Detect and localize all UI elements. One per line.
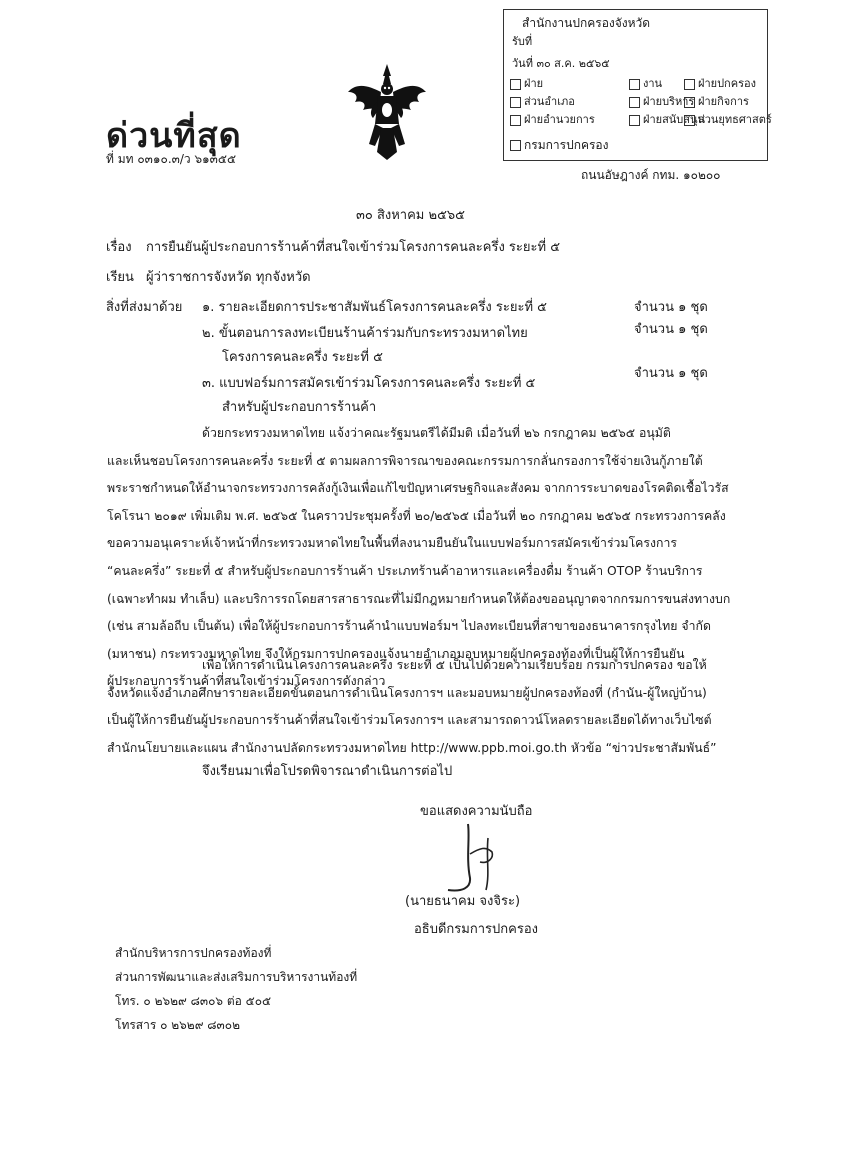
body-paragraph-2 [107,652,716,762]
paragraph-line: จังหวัดแจ้งอำเภอศึกษารายละเอียดขั้นตอนการดำเนินโครงการฯ และมอบหมายผู้ปกครองท้องที่ (กำนัน-ผู้ใหญ่บ้าน) [107,685,707,700]
enclosures-label: สิ่งที่ส่งมาด้วย [106,300,183,315]
stamp-checkbox [684,115,695,126]
enclosure-item-line: ๑. รายละเอียดการประชาสัมพันธ์โครงการคนละครึ่ง ระยะที่ ๕ [202,300,548,315]
stamp-checkbox [629,79,640,90]
stamp-check-label: ฝ่ายอำนวยการ [524,113,595,126]
paragraph-line: พระราชกำหนดให้อำนาจกระทรวงการคลังกู้เงินเพื่อแก้ไขปัญหาเศรษฐกิจและสังคม จากการระบาดของโรคติดเชื้อไวรัส [107,481,729,496]
paragraph-line: (มหาชน) กระทรวงมหาดไทย จึงให้กรมการปกครองแจ้งนายอำเภอมอบหมายผู้ปกครองท้องที่เป็นผู้ให้การยืนยัน [107,646,685,661]
stamp-check-label: ฝ่ายบริหาร [643,95,695,108]
paragraph-line: ผู้ประกอบการร้านค้าที่สนใจเข้าร่วมโครงการดังกล่าว [107,674,386,689]
stamp-check-label: ฝ่ายสนับสนุน [643,113,706,126]
stamp-check-label: ฝ่าย [524,77,544,90]
stamp-checkbox [510,79,521,90]
stamp-line-1: สำนักงานปกครองจังหวัด [522,16,651,30]
stamp-checkbox [629,97,640,108]
stamp-check-label: ส่วนยุทธศาสตร์ [698,113,772,126]
paragraph-line: (เฉพาะทำผม ทำเล็บ) และบริการรถโดยสารสาธารณะที่ไม่มีกฎหมายกำหนดให้ต้องขออนุญาตจากกรมการขนส่งทางบก [107,591,731,606]
footer-office: สำนักบริหารการปกครองท้องที่ [115,946,272,960]
stamp-checkbox [510,115,521,126]
paragraph-line: (เช่น สามล้อถีบ เป็นต้น) เพื่อให้ผู้ประกอบการร้านค้านำแบบฟอร์มฯ ไปลงทะเบียนที่สาขาของธนาคารกรุงไทย จำกัด [107,619,711,634]
urgent-label: ด่วนที่สุด [106,116,242,156]
stamp-check-label: ฝ่ายกิจการ [698,95,749,108]
stamp-check-label: งาน [643,77,663,90]
document-number: ที่ มท ๐๓๑๐.๓/ว ๖๑๓๕๕ [106,152,237,166]
garuda-emblem [345,62,429,162]
signatory-name: (นายธนาคม จงจิระ) [405,894,521,909]
signatory-position: อธิบดีกรมการปกครอง [414,922,538,937]
stamp-checkbox [510,97,521,108]
enclosure-quantity: จำนวน ๑ ชุด [634,366,708,381]
footer-telephone: โทร. ๐ ๒๖๒๙ ๘๓๐๖ ต่อ ๕๐๕ [115,994,272,1008]
stamp-org: กรมการปกครอง [524,138,609,152]
paragraph-line: และเห็นชอบโครงการคนละครึ่ง ระยะที่ ๕ ตามผลการพิจารณาของคณะกรรมการกลั่นกรองการใช้จ่ายเงินกู้ภายใต้ [107,453,703,468]
stamp-check-label: ฝ่ายปกครอง [698,77,756,90]
stamp-checkbox [684,97,695,108]
to-label: เรียน [106,270,134,285]
enclosure-item-line: ๓. แบบฟอร์มการสมัครเข้าร่วมโครงการคนละครึ่ง ระยะที่ ๕ [202,376,536,391]
paragraph-line: เป็นผู้ให้การยืนยันผู้ประกอบการร้านค้าที่สนใจเข้าร่วมโครงการฯ และสามารถดาวน์โหลดรายละเอียดได้ทางเว็บไซต์ [107,713,712,728]
receiving-stamp [503,9,772,161]
paragraph-line: โคโรนา ๒๐๑๙ เพิ่มเติม พ.ศ. ๒๕๖๕ ในคราวประชุมครั้งที่ ๒๐/๒๕๖๕ เมื่อวันที่ ๒๐ กรกฎาคม ๒๕๖๕ กระทรวงการคลัง [107,508,726,523]
department-address: ถนนอัษฎางค์ กทม. ๑๐๒๐๐ [581,168,721,182]
paragraph-line: สำนักนโยบายและแผน สำนักงานปลัดกระทรวงมหาดไทย http://www.ppb.moi.go.th หัวข้อ “ข่าวประชาสัมพันธ์” [107,740,717,755]
paragraph-line: “คนละครึ่ง” ระยะที่ ๕ สำหรับผู้ประกอบการร้านค้า ประเภทร้านค้าอาหารและเครื่องดื่ม ร้านค้า OTOP ร้านบริการ [107,563,703,578]
enclosure-item-line: โครงการคนละครึ่ง ระยะที่ ๕ [222,350,383,365]
regards-text: ขอแสดงความนับถือ [420,804,533,819]
subject-label: เรื่อง [106,240,132,255]
to-text: ผู้ว่าราชการจังหวัด ทุกจังหวัด [146,270,311,285]
paragraph-line: ขอความอนุเคราะห์เจ้าหน้าที่กระทรวงมหาดไทยในพื้นที่ลงนามยืนยันในแบบฟอร์มการสมัครเข้าร่วมโครงการ [107,536,677,551]
paragraph-line: เพื่อให้การดำเนินโครงการคนละครึ่ง ระยะที่ ๕ เป็นไปด้วยความเรียบร้อย กรมการปกครอง ขอให้ [202,658,707,672]
subject-text: การยืนยันผู้ประกอบการร้านค้าที่สนใจเข้าร่วมโครงการคนละครึ่ง ระยะที่ ๕ [146,240,561,255]
enclosure-item-line: ๒. ขั้นตอนการลงทะเบียนร้านค้าร่วมกับกระทรวงมหาดไทย [202,326,528,341]
enclosure-quantity: จำนวน ๑ ชุด [634,300,708,315]
stamp-line-2: รับที่ [512,35,533,48]
document-date: ๓๐ สิงหาคม ๒๕๖๕ [356,208,466,223]
paragraph-line: ด้วยกระทรวงมหาดไทย แจ้งว่าคณะรัฐมนตรีได้มีมติ เมื่อวันที่ ๒๖ กรกฎาคม ๒๕๖๕ อนุมัติ [202,426,671,440]
footer-fax: โทรสาร ๐ ๒๖๒๙ ๘๓๐๒ [115,1018,240,1032]
closing-sentence: จึงเรียนมาเพื่อโปรดพิจารณาดำเนินการต่อไป [202,764,453,779]
stamp-checkbox [510,140,521,151]
enclosure-quantity: จำนวน ๑ ชุด [634,322,708,337]
stamp-check-label: ส่วนอำเภอ [524,95,575,108]
stamp-checkbox [629,115,640,126]
stamp-line-3: วันที่ ๓๐ ส.ค. ๒๕๖๕ [512,57,610,70]
footer-division: ส่วนการพัฒนาและส่งเสริมการบริหารงานท้องที่ [115,970,358,984]
enclosure-item-line: สำหรับผู้ประกอบการร้านค้า [222,400,377,415]
handwritten-signature [440,818,520,898]
stamp-checkbox [684,79,695,90]
